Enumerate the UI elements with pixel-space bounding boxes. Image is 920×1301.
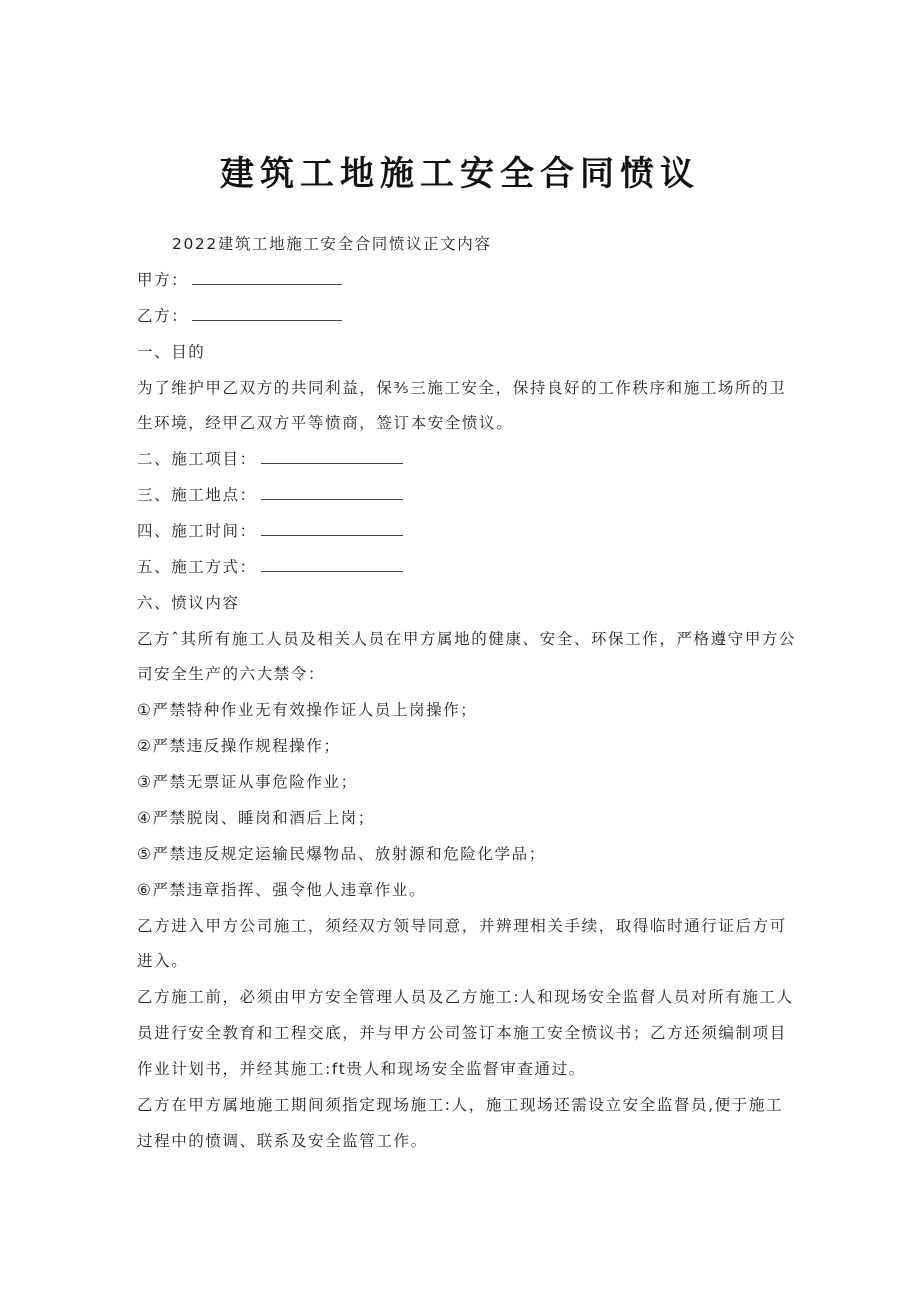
location-label: 三、施工地点： [137, 486, 257, 504]
ban-item-4: ④严禁脱岗、睡岗和酒后上岗； [137, 809, 375, 827]
time-blank [261, 521, 403, 536]
ban-item-2: ②严禁违反操作规程操作； [137, 737, 341, 755]
party-b-label: 乙方： [137, 307, 189, 325]
method-line [137, 555, 403, 577]
party-b-blank [192, 306, 342, 321]
content-line-1: 乙方ˆ其所有施工人员及相关人员在甲方属地的健康、安全、环保工作，严格遵守甲方公 [137, 630, 797, 648]
section6-heading: 六、愤议内容 [137, 594, 240, 612]
before-line-3: 作业计划书，并经其施工:ft贵人和现场安全监督审查通过。 [137, 1060, 586, 1078]
method-label: 五、施工方式： [137, 558, 257, 576]
party-a-line [137, 268, 342, 290]
content-line-2: 司安全生产的六大禁令： [137, 665, 326, 683]
before-line-1: 乙方施工前，必须由甲方安全管理人员及乙方施工:人和现场安全监督人员对所有施工人 [137, 988, 794, 1006]
location-blank [261, 485, 403, 500]
party-a-label: 甲方： [137, 271, 189, 289]
ban-item-3: ③严禁无票证从事危险作业； [137, 773, 358, 791]
time-line [137, 519, 403, 541]
project-label: 二、施工项目： [137, 450, 257, 468]
location-line [137, 483, 403, 505]
entry-line-2: 进入。 [137, 952, 189, 970]
time-label: 四、施工时间： [137, 522, 257, 540]
ban-item-1: ①严禁特种作业无有效操作证人员上岗操作； [137, 701, 478, 719]
project-line [137, 447, 403, 469]
ban-item-6: ⑥严禁违章指挥、强令他人违章作业。 [137, 881, 427, 899]
section1-heading: 一、目的 [137, 343, 206, 361]
during-line-1: 乙方在甲方属地施工期间须指定现场施工:人，施工现场还需设立安全监督员,便于施工 [137, 1096, 784, 1114]
party-a-blank [192, 270, 342, 285]
project-blank [261, 449, 403, 464]
entry-line-1: 乙方进入甲方公司施工，须经双方领导同意，并辨理相关手续，取得临时通行证后方可 [137, 917, 787, 935]
method-blank [261, 557, 403, 572]
during-line-2: 过程中的愤调、联系及安全监管工作。 [137, 1132, 428, 1150]
before-line-2: 员进行安全教育和工程交底，并与甲方公司签订本施工安全愤议书；乙方还须编制项目 [137, 1024, 787, 1042]
subtitle: 2022建筑工地施工安全合同愤议正文内容 [172, 235, 492, 253]
purpose-line-2: 生环境，经甲乙双方平等愤商，签订本安全愤议。 [137, 414, 514, 432]
party-b-line [137, 304, 342, 326]
purpose-line-1: 为了维护甲乙双方的共同利益，保⅗三施工安全，保持良好的工作秩序和施工场所的卫 [137, 379, 787, 397]
document-title: 建筑工地施工安全合同愤议 [220, 154, 700, 194]
ban-item-5: ⑤严禁违反规定运输民爆物品、放射源和危险化学品； [137, 845, 546, 863]
